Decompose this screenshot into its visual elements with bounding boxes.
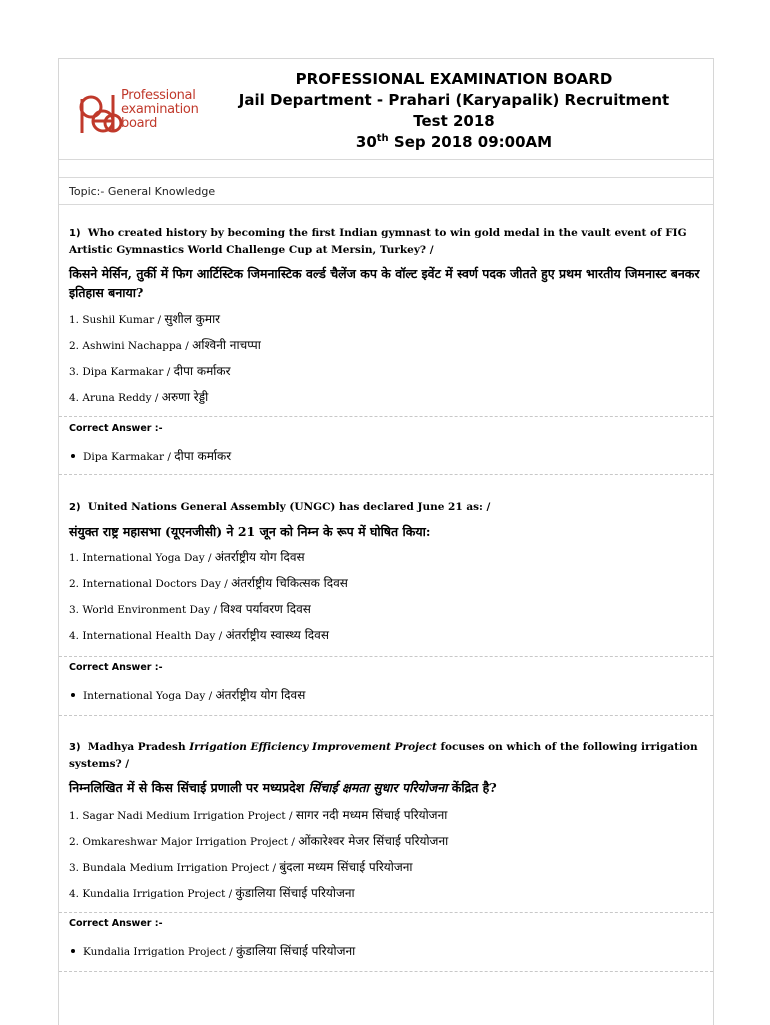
question-text-hi: संयुक्त राष्ट्र महासभा (यूएनजीसी) ने 21 जून को निम्न के रूप में घोषित किया: bbox=[69, 524, 431, 539]
divider bbox=[59, 159, 713, 160]
divider bbox=[59, 656, 713, 657]
divider bbox=[59, 715, 713, 716]
answer-en: Dipa Karmakar / bbox=[83, 451, 175, 463]
question-en-pre: Madhya Pradesh bbox=[87, 741, 190, 753]
option-2 bbox=[69, 835, 448, 849]
question-en: Who created history by becoming the first Indian gymnast to win gold medal in the vault event of FIG Artistic Gymnastics World Challenge Cup at Mersin, Turkey? / bbox=[69, 227, 687, 256]
date-rest: Sep 2018 09:00AM bbox=[388, 133, 553, 151]
answer-hi: दीपा कर्माकर bbox=[174, 449, 232, 463]
exam-title bbox=[219, 69, 689, 153]
option-2 bbox=[69, 339, 261, 353]
question-text-hi bbox=[69, 778, 705, 797]
question-text-en bbox=[69, 739, 705, 772]
option-hi: ओंकारेश्वर मेजर सिंचाई परियोजना bbox=[298, 834, 449, 848]
question-en-italic: Irrigation Efficiency Improvement Project bbox=[189, 741, 437, 753]
title-line-3: Test 2018 bbox=[413, 112, 495, 130]
answer-en: International Yoga Day / bbox=[83, 690, 216, 702]
bullet-icon bbox=[71, 693, 75, 697]
logo-line: board bbox=[121, 116, 158, 131]
correct-answer-label: Correct Answer :- bbox=[69, 662, 163, 673]
bullet-icon bbox=[71, 949, 75, 953]
question-en-post: focuses on which of the following irrigation systems? / bbox=[69, 741, 698, 770]
option-hi: सागर नदी मध्यम सिंचाई परियोजना bbox=[295, 808, 448, 822]
question-en: United Nations General Assembly (UNGC) has declared June 21 as: / bbox=[87, 501, 491, 513]
divider bbox=[59, 474, 713, 475]
question-text-en bbox=[69, 225, 705, 258]
option-hi: अश्विनी नाचप्पा bbox=[192, 338, 261, 352]
option-en: 1. International Yoga Day / bbox=[69, 552, 215, 564]
topic-label: Topic:- General Knowledge bbox=[69, 185, 216, 198]
option-hi: सुशील कुमार bbox=[164, 312, 221, 326]
question-hi-pre: निम्नलिखित में से किस सिंचाई प्रणाली पर मध्यप्रदेश bbox=[69, 780, 309, 795]
option-en: 2. Ashwini Nachappa / bbox=[69, 340, 193, 352]
option-en: 1. Sagar Nadi Medium Irrigation Project / bbox=[69, 810, 296, 822]
option-hi: कुंडालिया सिंचाई परियोजना bbox=[235, 886, 355, 900]
option-1 bbox=[69, 551, 305, 565]
option-hi: बुंदला मध्यम सिंचाई परियोजना bbox=[279, 860, 413, 874]
option-en: 3. Dipa Karmakar / bbox=[69, 366, 174, 378]
exam-date bbox=[219, 132, 689, 153]
document-frame bbox=[58, 58, 714, 1025]
option-3 bbox=[69, 603, 311, 617]
title-line-2: Jail Department - Prahari (Karyapalik) Recruitment bbox=[238, 91, 670, 109]
question-1 bbox=[69, 225, 705, 404]
option-3 bbox=[69, 861, 413, 875]
option-4 bbox=[69, 391, 208, 405]
option-en: 1. Sushil Kumar / bbox=[69, 314, 165, 326]
option-3 bbox=[69, 365, 231, 379]
answer-hi: अंतर्राष्ट्रीय योग दिवस bbox=[215, 688, 306, 702]
logo-wordmark bbox=[121, 89, 199, 131]
option-en: 2. Omkareshwar Major Irrigation Project / bbox=[69, 836, 299, 848]
correct-answer bbox=[69, 686, 305, 703]
option-en: 4. Kundalia Irrigation Project / bbox=[69, 888, 236, 900]
option-en: 2. International Doctors Day / bbox=[69, 578, 232, 590]
option-hi: दीपा कर्माकर bbox=[173, 364, 231, 378]
option-hi: अरुणा रेड्डी bbox=[161, 390, 209, 404]
option-hi: अंतर्राष्ट्रीय स्वास्थ्य दिवस bbox=[225, 628, 329, 642]
peb-logo-icon bbox=[77, 85, 123, 141]
title-line-1: PROFESSIONAL EXAMINATION BOARD bbox=[295, 70, 613, 88]
option-en: 4. International Health Day / bbox=[69, 630, 226, 642]
option-hi: अंतर्राष्ट्रीय योग दिवस bbox=[214, 550, 305, 564]
option-4 bbox=[69, 629, 329, 643]
divider bbox=[59, 416, 713, 417]
option-en: 4. Aruna Reddy / bbox=[69, 392, 162, 404]
question-number: 3) bbox=[69, 742, 81, 753]
logo-line: examination bbox=[121, 102, 199, 117]
question-hi-italic: सिंचाई क्षमता सुधार परियोजना bbox=[308, 780, 448, 795]
logo-line: Professional bbox=[121, 88, 196, 103]
peb-logo bbox=[77, 85, 227, 141]
answer-en: Kundalia Irrigation Project / bbox=[83, 946, 237, 958]
option-1 bbox=[69, 809, 447, 823]
option-2 bbox=[69, 577, 348, 591]
question-text-en bbox=[69, 499, 705, 516]
question-number: 2) bbox=[69, 502, 81, 513]
question-hi-post: केंद्रित है? bbox=[447, 780, 497, 795]
divider bbox=[59, 204, 713, 205]
option-en: 3. World Environment Day / bbox=[69, 604, 221, 616]
correct-answer-label: Correct Answer :- bbox=[69, 423, 163, 434]
option-en: 3. Bundala Medium Irrigation Project / bbox=[69, 862, 280, 874]
question-number: 1) bbox=[69, 228, 81, 239]
page-header bbox=[59, 59, 713, 159]
correct-answer-label: Correct Answer :- bbox=[69, 918, 163, 929]
bullet-icon bbox=[71, 454, 75, 458]
answer-hi: कुंडालिया सिंचाई परियोजना bbox=[236, 944, 356, 958]
divider bbox=[59, 912, 713, 913]
question-text-hi: किसने मेर्सिन, तुर्की में फिग आर्टिस्टिक जिमनास्टिक वर्ल्ड चैलेंज कप के वॉल्ट इवेंट में स्वर्ण पदक जीतते हुए प्रथम भारतीय जिमनास्ट बनकर इतिहास बनाया? bbox=[69, 266, 700, 300]
option-1 bbox=[69, 313, 220, 327]
question-3 bbox=[69, 739, 705, 900]
date-day: 30 bbox=[355, 133, 377, 151]
question-2 bbox=[69, 499, 705, 642]
option-hi: अंतर्राष्ट्रीय चिकित्सक दिवस bbox=[231, 576, 348, 590]
date-ordinal: th bbox=[376, 133, 389, 144]
divider bbox=[59, 177, 713, 178]
divider bbox=[59, 971, 713, 972]
correct-answer bbox=[69, 942, 355, 959]
option-4 bbox=[69, 887, 355, 901]
correct-answer bbox=[69, 447, 231, 464]
option-hi: विश्व पर्यावरण दिवस bbox=[220, 602, 311, 616]
